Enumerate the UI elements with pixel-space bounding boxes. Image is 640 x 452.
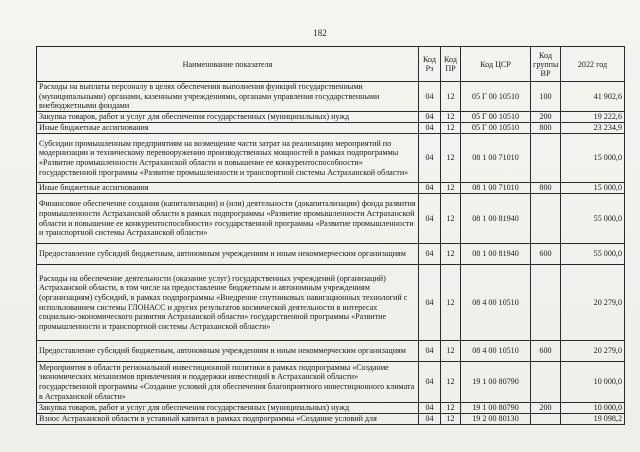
row-value: 15 000,0 [561,183,625,194]
row-rz: 04 [419,341,441,362]
row-pr: 12 [441,362,461,403]
row-csr: 05 Г 00 10510 [461,123,531,134]
row-csr: 08 4 00 10510 [461,341,531,362]
row-pr: 12 [441,123,461,134]
row-pr: 12 [441,183,461,194]
table-row [37,265,625,341]
row-vr [531,134,561,183]
row-pr: 12 [441,244,461,265]
row-name: Предоставление субсидий бюджетным, автономным учреждениям и иным некоммерческим организациям [37,244,419,265]
row-rz: 04 [419,183,441,194]
row-value: 19 222,6 [561,112,625,123]
row-name: Финансовое обеспечение создания (капитализации) и (или) деятельности (докапитализации) фонда развития промышленности Астраханской области в рамках подпрограммы «Развитие промышленности Астраханской области и повышение ее конкурентоспособности» государственной программы «Развитие промышленности и транспортной системы Астраханской области» [37,194,419,244]
row-vr: 600 [531,244,561,265]
row-pr: 12 [441,112,461,123]
row-vr: 800 [531,183,561,194]
row-csr: 05 Г 00 10510 [461,82,531,112]
table-row [37,362,625,403]
row-name: Расходы на обеспечение деятельности (оказание услуг) государственных учреждений (организаций) Астраханской области, в том числе на предоставление бюджетным и автономным учреждениям (организациям) субсидий, в рамках подпрограммы «Внедрение спутниковых навигационных технологий с использованием системы ГЛОНАСС и других результатов космической деятельности в интересах социально-экономического развития Астраханской области» государственной программы «Развитие промышленности и транспортной системы Астраханской области» [37,265,419,341]
table-row [37,183,625,194]
row-name: Иные бюджетные ассигнования [37,183,419,194]
table-header-row [37,47,625,82]
row-name: Иные бюджетные ассигнования [37,123,419,134]
row-csr: 08 1 00 71010 [461,183,531,194]
table-row [37,134,625,183]
row-pr: 12 [441,414,461,425]
row-value: 10 000,0 [561,362,625,403]
row-pr: 12 [441,134,461,183]
row-name: Закупка товаров, работ и услуг для обеспечения государственных (муниципальных) нужд [37,403,419,414]
row-value: 41 902,6 [561,82,625,112]
row-name: Закупка товаров, работ и услуг для обеспечения государственных (муниципальных) нужд [37,112,419,123]
row-rz: 04 [419,244,441,265]
table-row [37,194,625,244]
table-row [37,414,625,425]
header-vr: Код группы ВР [531,47,561,82]
row-csr: 19 1 00 80790 [461,362,531,403]
row-value: 15 000,0 [561,134,625,183]
header-name: Наименование показателя [37,47,419,82]
row-value: 23 234,9 [561,123,625,134]
row-vr [531,362,561,403]
row-csr: 08 1 00 81940 [461,244,531,265]
header-pr: Код ПР [441,47,461,82]
row-name: Субсидии промышленным предприятиям на возмещение части затрат на реализацию мероприятий по модернизации и техническому перевооружению производственных мощностей в рамках подпрограммы «Развитие промышленности Астраханской области и повышение ее конкурентоспособности» государственной программы «Развитие промышленности и транспортной системы Астраханской области» [37,134,419,183]
row-vr [531,414,561,425]
row-value: 55 000,0 [561,194,625,244]
row-rz: 04 [419,362,441,403]
table-row [37,341,625,362]
row-value: 20 279,0 [561,265,625,341]
page-number: 182 [313,28,327,38]
table-row [37,244,625,265]
row-rz: 04 [419,134,441,183]
row-csr: 08 1 00 81940 [461,194,531,244]
row-csr: 08 1 00 71010 [461,134,531,183]
row-vr [531,265,561,341]
row-vr: 100 [531,82,561,112]
table-row [37,112,625,123]
row-value: 19 098,2 [561,414,625,425]
row-csr: 19 1 00 80790 [461,403,531,414]
table-row [37,403,625,414]
row-vr: 200 [531,112,561,123]
row-csr: 08 4 00 10510 [461,265,531,341]
row-csr: 05 Г 00 10510 [461,112,531,123]
row-pr: 12 [441,341,461,362]
row-value: 55 000,0 [561,244,625,265]
row-pr: 12 [441,265,461,341]
row-vr [531,194,561,244]
row-rz: 04 [419,414,441,425]
row-rz: 04 [419,265,441,341]
row-name: Взнос Астраханской области в уставный капитал в рамках подпрограммы «Создание условий для [37,414,419,425]
row-value: 20 279,0 [561,341,625,362]
row-rz: 04 [419,112,441,123]
row-vr: 200 [531,403,561,414]
table-row [37,82,625,112]
row-name: Предоставление субсидий бюджетным, автономным учреждениям и иным некоммерческим организациям [37,341,419,362]
row-csr: 19 2 00 80130 [461,414,531,425]
row-pr: 12 [441,82,461,112]
budget-table [36,46,625,425]
row-value: 10 000,0 [561,403,625,414]
table-row [37,123,625,134]
header-csr: Код ЦСР [461,47,531,82]
row-rz: 04 [419,123,441,134]
row-rz: 04 [419,194,441,244]
header-year: 2022 год [561,47,625,82]
row-pr: 12 [441,403,461,414]
row-vr: 600 [531,341,561,362]
row-pr: 12 [441,194,461,244]
row-name: Расходы на выплаты персоналу в целях обеспечения выполнения функций государственными (муниципальными) органами, казенными учреждениями, органами управления государственными внебюджетными фондами [37,82,419,112]
row-vr: 800 [531,123,561,134]
row-name: Мероприятия в области региональной инвестиционной политики в рамках подпрограммы «Создание экономических механизмов привлечения и поддержки инвестиций в Астраханской области» государственной программы «Создание условий для обеспечения благоприятного инвестиционного климата в Астраханской области» [37,362,419,403]
header-rz: Код Рз [419,47,441,82]
row-rz: 04 [419,403,441,414]
row-rz: 04 [419,82,441,112]
